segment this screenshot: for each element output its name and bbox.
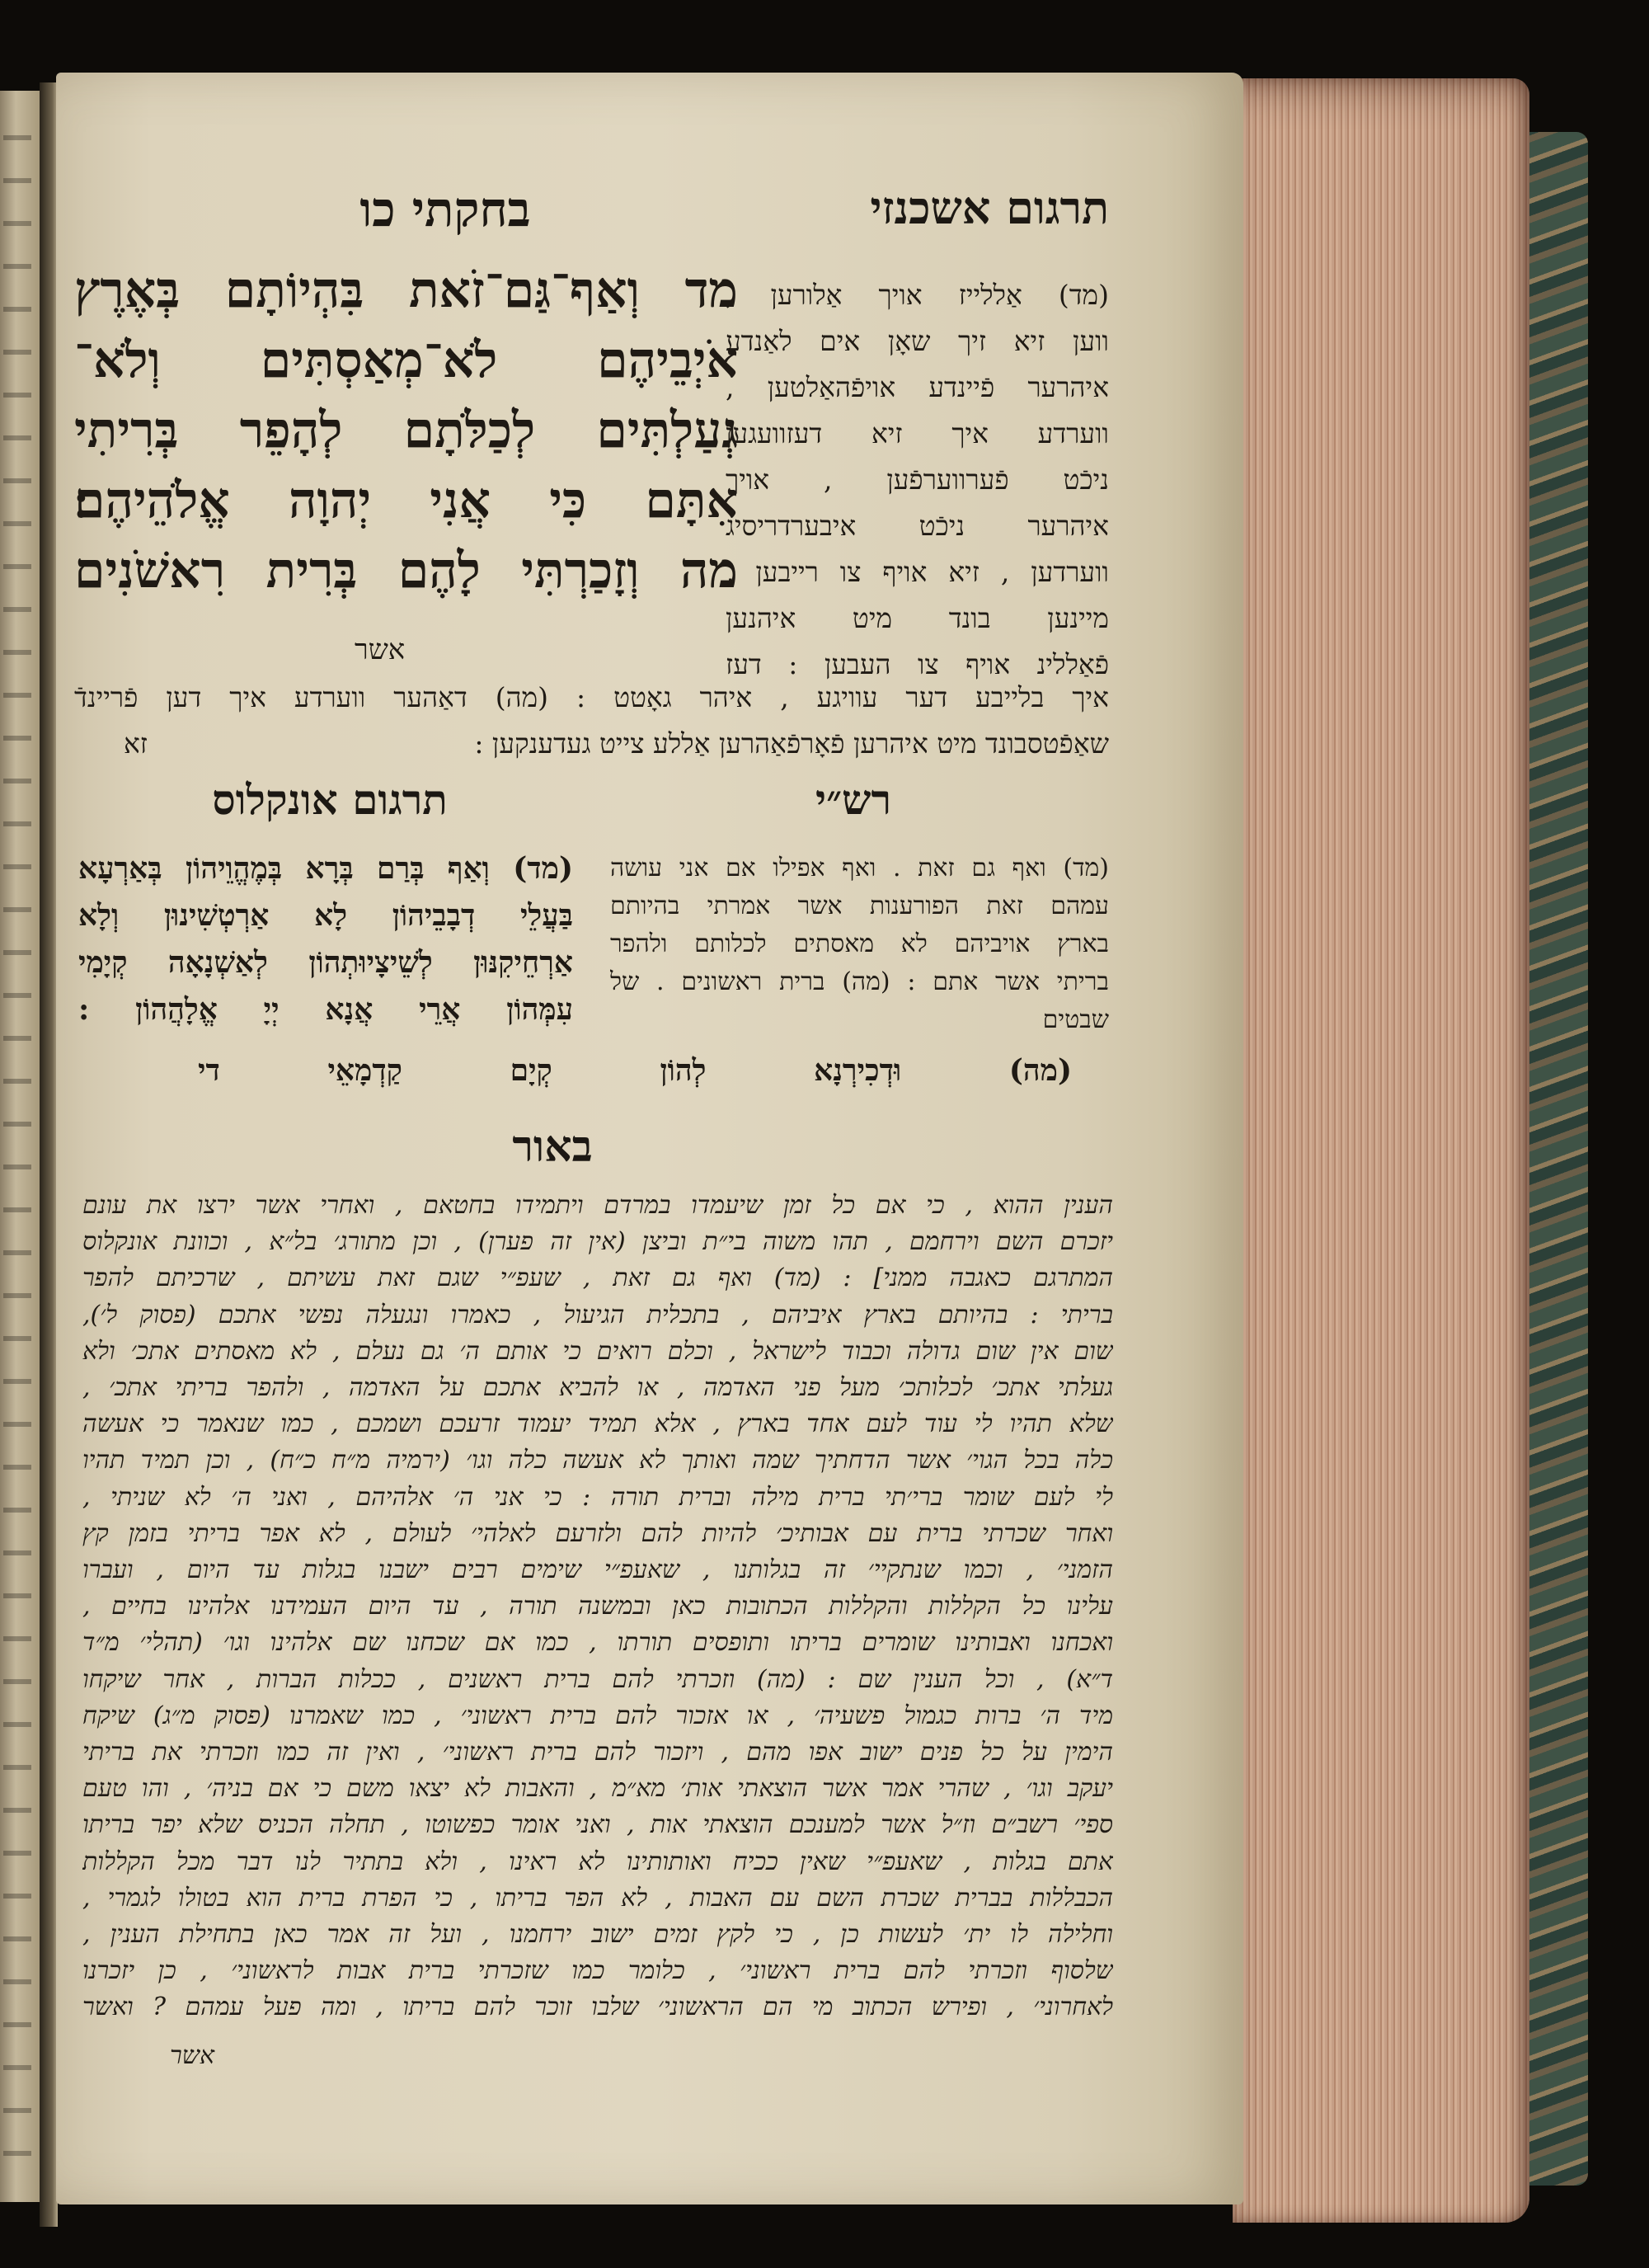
- page-fore-edge: [1233, 78, 1529, 2223]
- torah-verse-block: [74, 256, 738, 606]
- yiddish-line: (מד) אַללייז אויך אַלורען ,: [726, 279, 1109, 311]
- book-gutter: [40, 82, 58, 2227]
- yiddish-line: ווערדע איך זיא דעזוועגען: [726, 417, 1109, 449]
- biur-line: ואחר שכרתי ברית עם אבותיכ׳ להיות להם ולזרעם לאלהי׳ לעולם , לא אפר בריתי בזמן קץ: [82, 1518, 1113, 1548]
- biur-line: ואכחנו ואבותינו שומרים בריתו ותופסים תורתו , כמו אם שכחנו שם אלהינו וגו׳ (תהלי׳ מ״ד: [82, 1628, 1113, 1658]
- biur-line: וחלילה לו ית׳ לעשות כן , כי לקץ זמים ישוב ירחמנו , ועל זה אמר כאן בתחילת הענין ,: [82, 1920, 1113, 1950]
- biur-line: יזכרם השם וירחמם , תהו משוה בי״ת וביצן (אין זה פערן) , וכן מתורג׳ בל״א , וכוונת אונקלוס: [82, 1227, 1113, 1257]
- yiddish-line: איהרער ניכֿט איבערדריסיג: [726, 510, 1109, 542]
- verse-line: אִתָּם כִּי אֲנִי יְהוָה אֱלֹהֵיהֶם׃: [74, 472, 738, 529]
- biur-line: כלה בכל הגוי׳ אשר הדחתיך שמה ואותך לא אעשה כלה וגו׳ (ירמיה מ״ח כ״ח) , וכן תמיד תהיו: [82, 1446, 1113, 1475]
- section-header-rashi: רש״י: [815, 775, 892, 824]
- yiddish-line: פֿאַללינ אויף צו העבען : דעז: [726, 648, 1109, 680]
- rashi-commentary-block: [610, 849, 1109, 1039]
- biur-line: ד״א) , וכל הענין שם : (מה) וזכרתי להם ברית ראשנים , ככלות הברות , אחר שיקחו: [82, 1664, 1113, 1694]
- yiddish-line: איהרער פֿיינדע אויפֿהאַלטען ,: [726, 371, 1109, 403]
- yiddish-line: ניכֿט פֿערווערפֿען , אויך: [726, 463, 1109, 496]
- biur-line: לאחרוני׳ , ופירש הכתוב מי הם הראשוני׳ שלבו זוכר להם בריתו , ומה פעל עמהם ? ואשר: [82, 1993, 1113, 2022]
- biur-line: שלא תהיו לי עוד לעם אחד בארץ , אלא תמיד יעמוד זרעכם ושמכם , כמו שנאמר כי אעשה: [82, 1409, 1113, 1439]
- section-header-biur: באור: [512, 1122, 593, 1172]
- verse-line: גְעַלְתִּים לְכַלֹּתָם לְהָפֵר בְּרִיתִי: [74, 402, 738, 459]
- biur-line: לי לעם שומר ברי׳תי ברית מילה וברית תורה : כי אני ה׳ אלהיהם , ואני ה׳ לא שניתי ,: [82, 1482, 1113, 1512]
- biur-catchword: אשר: [170, 2041, 214, 2070]
- biur-line: שום אין שום גדולה וכבוד לישראל , וכלם רואים כי אותם ה׳ גם נעלם , לא מאסתים אתכ׳ ולא: [82, 1336, 1113, 1366]
- onkelos-line: אַרְחֵיקִנּוּן לְשֵׁיצָיוּתְהוֹן לְאַשְׁנָאָה קְיָמִי: [78, 945, 573, 980]
- yiddish-line: מיינען בונד מיט איהנען: [726, 602, 1109, 634]
- biur-line: הכבללות בברית שכרת השם עם האבות , לא הפר בריתו , כי הפרת ברית הוא בטולו לגמרי ,: [82, 1883, 1113, 1913]
- yiddish-catchword: זא: [124, 727, 148, 760]
- yiddish-line: ווען זיא זיך שאָן אים לאַנדע: [726, 325, 1109, 357]
- running-header-parasha: בחקתי כו: [359, 181, 531, 238]
- biur-line: בריתי : בהיותם בארץ איביהם , בתכלית הגיעול , כאמרו ונגעלה נפשי אתכם (פסוק ל׳),: [82, 1300, 1113, 1329]
- biur-line: געלתי אתכ׳ לכלותכ׳ מעל פני האדמה , או להביא אתכם על האדמה , ולהפר בריתי אתכ׳ ,: [82, 1373, 1113, 1403]
- section-header-onkelos: תרגום אונקלוס: [212, 775, 448, 824]
- verse-catchword: אשר: [355, 633, 406, 666]
- onkelos-translation-continued: [198, 1047, 1072, 1094]
- biur-line: שלסוף וזכרתי להם ברית ראשוני׳ , כלומר כמו שזכרתי ברית אבות לראשוני׳ , כן יזכרנו: [82, 1956, 1113, 1986]
- rashi-line: שבטים: [1042, 1005, 1109, 1034]
- rashi-line: עמהם זאת הפורענות אשר אמרתי בהיותם: [610, 892, 1109, 920]
- running-header-targum-ashkenazi: תרגום אשכנזי: [870, 181, 1109, 234]
- biur-commentary-block: [82, 1188, 1113, 2026]
- onkelos-line: עִמְּהוֹן אֲרֵי אֲנָא יְיָ אֱלָהֲהוֹן :: [78, 992, 573, 1027]
- verse-line: מה וְזָכַרְתִּי לָהֶם בְּרִית רִאשֹׁנִים: [74, 542, 738, 600]
- previous-page-text-fragment: [3, 107, 31, 2169]
- yiddish-line: שאַפֿטסבונד מיט איהרען פֿאָרפֿאַהרען אַללע צייט געדענקען :: [474, 727, 1109, 760]
- yiddish-translation-block: [726, 272, 1109, 688]
- onkelos-translation-block: [78, 845, 573, 1033]
- biur-line: יעקב וגו׳ , שהרי אמר אשר הוצאתי אות׳ מא״מ , והאבות לא יצאו משם כי אם בניה׳ , והו טעם: [82, 1774, 1113, 1804]
- rashi-line: (מד) ואף גם זאת . ואף אפילו אם אני עושה: [610, 854, 1109, 882]
- verse-line: אֹיְבֵיהֶם לֹא־מְאַסְתִּים וְלֹא־: [74, 332, 738, 389]
- biur-line: ספי׳ רשב״ם וז״ל אשר למענכם הוצאתי אות , ואני אומר כפשוטו , תחלה הכניס שלא יפר בריתו: [82, 1810, 1113, 1840]
- yiddish-line: איך בלייבע דער עוויגע , איהר גאָטט : (מה) דאַהער ווערדע איך דען פֿריינדֿ: [74, 681, 1109, 713]
- biur-line: הימין על כל פנים ישוב אפו מהם , ויזכור להם ברית ראשוני׳ , ואין זה כמו וזכרתי את בריתי: [82, 1738, 1113, 1767]
- previous-page-edge: [0, 91, 42, 2202]
- yiddish-translation-continued: [74, 675, 1109, 767]
- verse-line: מד וְאַף־גַּם־זֹאת בִּהְיוֹתָם בְּאֶרֶץ: [74, 261, 738, 319]
- onkelos-line: בַּעֲלֵי דְבָבֵיהוֹן לָא אַרְטְשִׁינוּן וְלָא: [78, 898, 573, 933]
- biur-line: מיד ה׳ ברות כגמול פשעיה׳ , או אזכור להם ברית ראשוני׳ , כמו שאמרנו (פסוק מ״ג) שיקח: [82, 1701, 1113, 1730]
- biur-line: עלינו כל הקללות והקללות הכתובות כאן ובמשנה תורה , עד היום העמידנו אלהינו בחיים ,: [82, 1592, 1113, 1621]
- onkelos-line: (מד) וְאַף בְּרַם בְּרָא בְּמֶהֱוֵיהוֹן בְּאַרְעָא: [78, 851, 573, 886]
- biur-line: המתרגם כאגבה ממני] : (מד) ואף גם זאת , שעפ״י שגם זאת עשיתם , שרכיתם להפר: [82, 1263, 1113, 1293]
- onkelos-line: (מה) וּדְכִירְנָא לְהוֹן קְיָם קַדְמָאֵי די: [198, 1053, 1072, 1088]
- rashi-line: בריתי אשר אתם : (מה) ברית ראשונים . של: [610, 967, 1109, 996]
- biur-line: הזמני׳ , וכמו שנתקיי׳ זה בגלותנו , שאעפ״י שימים רבים ישבנו בגלות עד היום , ועברו: [82, 1555, 1113, 1585]
- biur-line: אתם בגלות , שאעפ״י שאין ככיח ואותותינו לא ראינו , ולא בתתיר לנו דבר מכל הקללות: [82, 1847, 1113, 1876]
- biur-line: הענין ההוא , כי אם כל זמן שיעמדו במרדם ויתמידו בחטאם , ואחרי אשר ירצו את עונם: [82, 1191, 1113, 1220]
- rashi-line: בארץ אויביהם לא מאסתים לכלותם ולהפר: [610, 929, 1109, 958]
- yiddish-line: ווערדען , זיא אויף צו רייבען ,: [726, 556, 1109, 588]
